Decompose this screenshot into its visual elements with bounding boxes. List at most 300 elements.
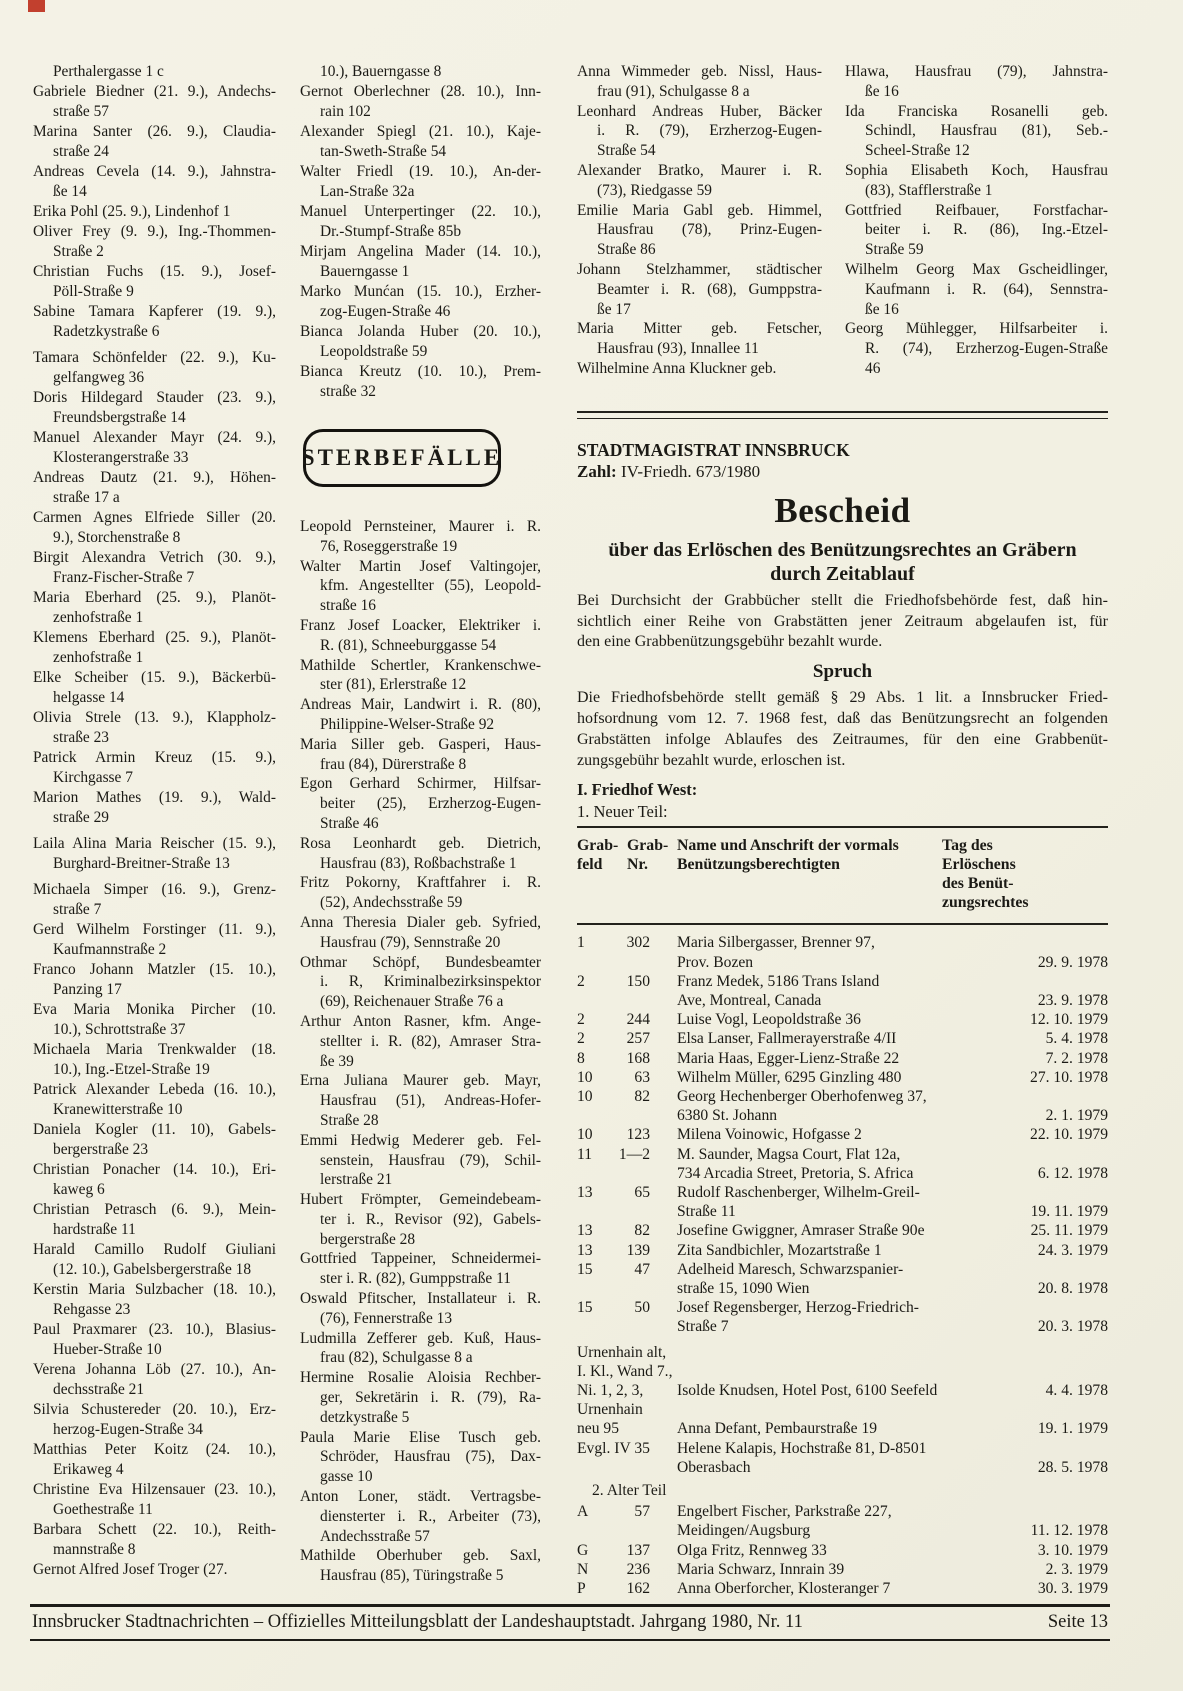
text-line: straße 23	[53, 729, 109, 746]
table-row	[577, 1068, 1108, 1087]
cell-grabfeld	[577, 1183, 677, 1202]
cell-grabfeld	[577, 1541, 677, 1560]
grabnr-value: 302	[626, 934, 650, 952]
grabfeld-value: 10	[577, 1087, 593, 1105]
text-line: Paula Marie Elise Tusch geb.	[300, 1428, 541, 1446]
text-line: 734 Arcadia Street, Pretoria, S. Africa	[677, 1164, 914, 1182]
announcement-entry	[33, 548, 276, 588]
announcement-entry	[33, 834, 276, 874]
announcement-entry	[33, 1160, 276, 1200]
cell-grabfeld	[577, 1298, 677, 1317]
grabnr-value: 257	[626, 1030, 650, 1048]
announcement-entry	[300, 735, 541, 775]
text-line: Patrick Armin Kreuz (15. 9.),	[33, 749, 276, 766]
text-line: 46	[865, 359, 881, 377]
cell-name-anschrift	[677, 1439, 1003, 1477]
text-line: Maria Schwarz, Innrain 39	[677, 1560, 845, 1578]
text-line: ße 39	[320, 1052, 354, 1070]
text-line: Walter Martin Josef Valtingojer,	[300, 557, 541, 575]
text-line: Andreas Cevela (14. 9.), Jahnstra-	[33, 163, 276, 180]
text-line: Hausfrau (79), Sennstraße 20	[320, 933, 501, 951]
text-line: Christian Ponacher (14. 10.), Eri-	[33, 1161, 276, 1178]
cell-erloeschen-datum: 23. 9. 1978	[1037, 991, 1108, 1009]
announcement-entry	[300, 1131, 541, 1190]
cell-name-anschrift	[677, 1125, 1003, 1144]
cell-grabfeld	[577, 1343, 677, 1401]
announcement-entry	[33, 1080, 276, 1120]
announcement-entry	[300, 656, 541, 696]
text-line: Kranewitterstraße 10	[53, 1101, 183, 1118]
table-row	[577, 1049, 1108, 1068]
text-line: sichtlich einer Reihe von Grabstätten jener Zeitraum abgelaufen ist, für	[577, 612, 1108, 630]
text-line: Fritz Pokorny, Kraftfahrer i. R.	[300, 874, 541, 892]
text-line: Gernot Alfred Josef Troger (27.	[33, 1561, 228, 1578]
text-line: Urnenhain	[577, 1401, 643, 1419]
text-line: Alexander Spiegl (21. 10.), Kaje-	[300, 123, 541, 140]
text-line: Bianca Kreutz (10. 10.), Prem-	[300, 363, 541, 380]
cell-grabfeld	[577, 1087, 677, 1106]
text-line: Tamara Schönfelder (22. 9.), Ku-	[33, 349, 276, 366]
text-line: zenhofstraße 1	[53, 649, 144, 666]
cell-name-anschrift	[677, 1049, 1003, 1068]
announcement-entry	[33, 428, 276, 468]
announcement-entry	[33, 468, 276, 508]
grabnr-value: 244	[626, 1011, 650, 1029]
cell-erloeschen-datum: 11. 12. 1978	[1030, 1522, 1108, 1540]
cell-name-anschrift	[677, 1502, 1003, 1540]
text-line: Paul Praxmarer (23. 10.), Blasius-	[33, 1321, 276, 1338]
text-line: Ni. 1, 2, 3,	[577, 1382, 644, 1399]
text-line: I. Kl., Wand 7.,	[577, 1362, 673, 1380]
text-line: Christine Eva Hilzensauer (23. 10.),	[33, 1481, 276, 1498]
cell-erloeschen-datum: 7. 2. 1978	[1045, 1049, 1108, 1067]
text-line: Erlöschens	[942, 856, 1016, 874]
text-line: Grab-	[577, 837, 619, 855]
grabnr-value: 82	[634, 1087, 650, 1105]
text-line: neu 95	[577, 1420, 620, 1438]
footer-masthead: Innsbrucker Stadtnachrichten – Offizielles Mitteilungsblatt der Landeshauptstadt. Jahrgang 1980, Nr. 11	[32, 1612, 803, 1632]
births-column-2	[300, 62, 541, 402]
text-line: Straße 54	[597, 142, 656, 160]
zahl-label: Zahl:	[577, 461, 617, 481]
text-line: lerstraße 21	[320, 1171, 393, 1189]
text-line: Name und Anschrift der vormals	[677, 837, 899, 855]
text-line: Anna Defant, Pembaurstraße 19	[677, 1420, 878, 1438]
announcement-entry	[577, 359, 822, 379]
announcement-entry	[300, 1428, 541, 1487]
announcement-entry	[577, 102, 822, 161]
text-line: Radetzkystraße 6	[53, 323, 160, 340]
text-line: (69), Reichenauer Straße 76 a	[320, 993, 504, 1011]
cell-name-anschrift	[677, 1221, 1003, 1240]
announcement-entry	[577, 62, 822, 102]
text-line: Emmi Hedwig Mederer geb. Fel-	[300, 1131, 541, 1149]
text-line: gasse 10	[320, 1468, 373, 1486]
grabnr-value: 1—2	[618, 1145, 650, 1163]
text-line: Josef Regensberger, Herzog-Friedrich-	[677, 1299, 919, 1317]
text-line: Franz Medek, 5186 Trans Island	[677, 972, 880, 990]
text-line: Urnenhain alt,	[577, 1343, 667, 1361]
table-row	[577, 1439, 1108, 1477]
announcement-entry	[300, 616, 541, 656]
text-line: hofsordnung vom 12. 7. 1968 fest, daß das Benützungsrecht an folgenden	[577, 709, 1108, 727]
text-line: Olivia Strele (13. 9.), Klappholz-	[33, 709, 276, 726]
text-line: Meidingen/Augsburg	[677, 1522, 811, 1540]
text-line: Michaela Simper (16. 9.), Grenz-	[33, 881, 276, 898]
cell-erloeschen-datum: 4. 4. 1978	[1045, 1382, 1108, 1399]
text-line: Straße 86	[597, 241, 656, 259]
cell-erloeschen-datum: 22. 10. 1979	[1030, 1126, 1108, 1144]
grabnr-value: 150	[626, 972, 650, 990]
bescheid-subtitle-2: durch Zeitablauf	[770, 562, 915, 585]
announcement-entry	[300, 1190, 541, 1249]
text-line: Bianca Jolanda Huber (20. 10.),	[300, 323, 541, 340]
cell-erloeschen-datum: 20. 3. 1978	[1037, 1318, 1108, 1336]
cell-erloeschen-datum: 24. 3. 1979	[1037, 1241, 1108, 1259]
text-line: Goethestraße 11	[53, 1501, 153, 1518]
cell-grabfeld	[577, 1068, 677, 1087]
announcement-entry	[33, 1120, 276, 1160]
text-line: Maria Eberhard (25. 9.), Planöt-	[33, 589, 276, 606]
announcement-entry	[300, 1546, 541, 1586]
text-line: Hausfrau (51), Andreas-Hofer-	[320, 1092, 541, 1110]
announcement-entry	[845, 62, 1108, 102]
announcement-entry	[300, 122, 541, 162]
text-line: straße 57	[53, 103, 109, 120]
text-line: helgasse 14	[53, 689, 125, 706]
announcement-entry	[33, 1440, 276, 1480]
grabnr-value: 82	[634, 1222, 650, 1240]
text-line: Maria Mitter geb. Fetscher,	[577, 320, 822, 338]
announcement-entry	[300, 362, 541, 402]
text-line: (73), Riedgasse 59	[597, 181, 712, 199]
text-line: Georg Hechenberger Oberhofenweg 37,	[677, 1087, 927, 1105]
text-line: Elke Scheiber (15. 9.), Bäckerbü-	[33, 669, 276, 686]
text-line: ger, Sekretärin i. R. (79), Ra-	[320, 1389, 541, 1407]
text-line: Maria Haas, Egger-Lienz-Straße 22	[677, 1049, 900, 1067]
text-line: straße 7	[53, 901, 102, 918]
text-line: Matthias Peter Koitz (24. 10.),	[33, 1441, 276, 1458]
text-line: mannstraße 8	[53, 1541, 136, 1558]
announcement-entry	[300, 774, 541, 833]
text-line: Ave, Montreal, Canada	[677, 991, 822, 1009]
text-line: Anna Theresia Dialer geb. Syfried,	[300, 913, 541, 931]
cell-erloeschen-datum: 3. 10. 1979	[1037, 1541, 1108, 1559]
announcement-entry	[845, 201, 1108, 260]
text-line: Doris Hildegard Stauder (23. 9.),	[33, 389, 276, 406]
column-2	[300, 62, 541, 1586]
text-line: Bei Durchsicht der Grabbücher stellt die Friedhofsbehörde fest, daß hin-	[577, 591, 1108, 609]
text-line: Lan-Straße 32a	[320, 183, 415, 200]
announcement-entry	[300, 1329, 541, 1369]
cell-erloeschen-datum: 28. 5. 1978	[1037, 1458, 1108, 1476]
text-line: den eine Grabbenützungsgebühr bezahlt wurde.	[577, 633, 883, 651]
grabnr-value: 50	[634, 1299, 650, 1317]
cell-grabfeld	[577, 1010, 677, 1029]
cell-erloeschen-datum: 19. 1. 1979	[1037, 1420, 1108, 1438]
cell-erloeschen-datum: 25. 11. 1979	[1030, 1222, 1108, 1240]
text-line: Mathilde Schertler, Krankenschwe-	[300, 656, 541, 674]
text-line: Nr.	[627, 856, 648, 874]
table-row	[577, 1145, 1108, 1183]
text-line: Michaela Maria Trenkwalder (18.	[33, 1041, 276, 1058]
cell-grabfeld	[577, 1502, 677, 1521]
cell-grabfeld	[577, 1221, 677, 1240]
text-line: M. Saunder, Magsa Court, Flat 12a,	[677, 1145, 901, 1163]
cell-erloeschen-datum: 20. 8. 1978	[1037, 1279, 1108, 1297]
grabfeld-value: 11	[577, 1145, 593, 1163]
cell-grabfeld	[577, 1560, 677, 1579]
text-line: Maria Silbergasser, Brenner 97,	[677, 934, 875, 952]
table-row	[577, 1260, 1108, 1298]
text-line: Ludmilla Zefferer geb. Kuß, Haus-	[300, 1329, 541, 1347]
text-line: Adelheid Maresch, Schwarzspanier-	[677, 1260, 904, 1278]
text-line: Gottfried Tappeiner, Schneidermei-	[300, 1250, 541, 1268]
text-line: zungsgebühr bezahlt wurde, erloschen ist.	[577, 751, 846, 769]
announcement-entry	[577, 260, 822, 319]
announcement-entry	[300, 913, 541, 953]
text-line: Anna Wimmeder geb. Nissl, Haus-	[577, 63, 822, 80]
text-line: Klosterangerstraße 33	[53, 449, 189, 466]
text-line: Oliver Frey (9. 9.), Ing.-Thommen-	[33, 223, 276, 240]
grabfeld-value: A	[577, 1503, 589, 1521]
text-line: Leonhard Andreas Huber, Bäcker	[577, 102, 822, 120]
grabnr-value: 162	[626, 1580, 650, 1598]
text-line: Gottfried Reifbauer, Forstfachar-	[845, 201, 1108, 219]
text-line: (83), Stafflerstraße 1	[865, 181, 993, 199]
table-row	[577, 933, 1108, 971]
announcement-entry	[577, 201, 822, 260]
bescheid-subtitle-1: über das Erlöschen des Benützungsrechtes an Gräbern	[608, 538, 1077, 561]
text-line: Manuel Unterpertinger (22. 10.),	[300, 203, 541, 220]
text-line: Christian Fuchs (15. 9.), Josef-	[33, 263, 276, 280]
announcement-entry	[845, 319, 1108, 378]
cell-name-anschrift	[677, 1579, 1003, 1598]
announcement-entry	[33, 1400, 276, 1440]
text-line: 76, Roseggerstraße 19	[320, 537, 458, 555]
announcement-entry	[300, 322, 541, 362]
announcement-entry	[300, 242, 541, 282]
section-friedhof-west: I. Friedhof West:	[577, 780, 698, 800]
text-line: Hausfrau (83), Roßbachstraße 1	[320, 854, 517, 872]
cell-grabfeld	[577, 1049, 677, 1068]
text-line: Andreas Mair, Landwirt i. R. (80),	[300, 696, 541, 714]
announcement-entry	[33, 1200, 276, 1240]
table-row	[577, 972, 1108, 1010]
corner-ink-mark	[28, 0, 45, 12]
announcement-entry	[300, 557, 541, 616]
announcement-entry	[33, 588, 276, 628]
announcement-entry	[33, 1560, 276, 1580]
cell-name-anschrift	[677, 1087, 1003, 1125]
text-line: 10.), Ing.-Etzel-Straße 19	[53, 1061, 210, 1078]
text-line: Hausfrau (93), Innallee 11	[597, 340, 759, 358]
text-line: Milena Voinowic, Hofgasse 2	[677, 1126, 862, 1144]
cell-erloeschen-datum: 12. 10. 1979	[1030, 1011, 1108, 1029]
announcement-entry	[33, 960, 276, 1000]
grabnr-value: 57	[634, 1503, 650, 1521]
announcement-entry	[300, 1071, 541, 1130]
cell-erloeschen-datum: 27. 10. 1978	[1030, 1068, 1108, 1086]
reference-number	[577, 461, 1108, 482]
text-line: straße 32	[320, 383, 376, 400]
announcement-entry	[300, 695, 541, 735]
text-line: zungsrechtes	[942, 894, 1029, 912]
text-line: Anna Oberforcher, Klosteranger 7	[677, 1580, 891, 1598]
cell-name-anschrift	[677, 1145, 1003, 1183]
grabfeld-value: 2	[577, 1030, 585, 1048]
bescheid-intro	[577, 591, 1108, 653]
text-line: R. (81), Schneeburggasse 54	[320, 636, 497, 654]
announcement-entry	[300, 953, 541, 1012]
table-row	[577, 1400, 1108, 1438]
grabfeld-value: 13	[577, 1241, 593, 1259]
announcement-entry	[33, 628, 276, 668]
announcement-entry	[33, 1480, 276, 1520]
text-line: ße 16	[865, 82, 899, 100]
text-line: Carmen Agnes Elfriede Siller (20.	[33, 509, 276, 526]
grabnr-value: 123	[626, 1126, 650, 1144]
header-grabfeld	[577, 836, 627, 912]
text-line: Alexander Bratko, Maurer i. R.	[577, 161, 822, 179]
text-line: beiter (25), Erzherzog-Eugen-	[320, 795, 541, 813]
cell-name-anschrift	[677, 933, 1003, 971]
table-row	[577, 1502, 1108, 1540]
text-line: Luise Vogl, Leopoldstraße 36	[677, 1011, 861, 1029]
cell-name-anschrift	[677, 1029, 1003, 1048]
announcement-entry	[33, 788, 276, 828]
text-line: Arthur Anton Rasner, kfm. Ange-	[300, 1012, 541, 1030]
grabnr-value: 137	[626, 1541, 650, 1559]
text-line: straße 15, 1090 Wien	[677, 1279, 810, 1297]
text-line: Helene Kalapis, Hochstraße 81, D-8501	[677, 1439, 927, 1457]
header-name-anschrift	[677, 836, 942, 912]
announcement-entry	[33, 880, 276, 920]
announcement-entry	[300, 82, 541, 122]
page-footer	[30, 1604, 1110, 1641]
double-rule	[577, 411, 1108, 419]
text-line: Gerd Wilhelm Forstinger (11. 9.),	[33, 921, 276, 938]
grabnr-value: 168	[626, 1049, 650, 1067]
text-line: Hubert Frömpter, Gemeindebeam-	[300, 1191, 541, 1209]
table-row	[577, 1560, 1108, 1579]
cell-name-anschrift	[677, 1068, 1003, 1087]
text-line: Andreas Dautz (21. 9.), Höhen-	[33, 469, 276, 486]
text-line: Hausfrau (78), Prinz-Eugen-	[597, 221, 822, 239]
grabfeld-value: 8	[577, 1049, 585, 1067]
text-line: 10.), Schrottstraße 37	[53, 1021, 186, 1038]
text-line: rain 102	[320, 103, 371, 120]
text-line: Leopold Pernsteiner, Maurer i. R.	[300, 518, 541, 535]
text-line: zenhofstraße 1	[53, 609, 144, 626]
text-line: Laila Alina Maria Reischer (15. 9.),	[33, 835, 276, 852]
announcement-entry	[33, 122, 276, 162]
text-line: tan-Sweth-Straße 54	[320, 143, 447, 160]
announcement-entry	[33, 202, 276, 222]
table-row	[577, 1221, 1108, 1240]
table-row	[577, 1541, 1108, 1560]
text-line: (52), Andechsstraße 59	[320, 894, 463, 912]
text-line: dechsstraße 21	[53, 1381, 145, 1398]
announcement-entry	[33, 388, 276, 428]
text-line: Elsa Lanser, Fallmerayerstraße 4/II	[677, 1030, 897, 1048]
right-half	[577, 62, 1108, 1598]
text-line: des Benüt-	[942, 875, 1014, 893]
text-line: 6380 St. Johann	[677, 1107, 778, 1125]
text-line: Schröder, Hausfrau (75), Dax-	[320, 1448, 541, 1466]
text-line: Olga Fritz, Rennweg 33	[677, 1541, 827, 1559]
text-line: Barbara Schett (22. 10.), Reith-	[33, 1521, 276, 1538]
text-line: Franz Josef Loacker, Elektriker i.	[300, 616, 541, 634]
cell-name-anschrift	[677, 972, 1003, 1010]
announcement-entry	[33, 162, 276, 202]
text-line: R. (74), Erzherzog-Eugen-Straße	[865, 340, 1108, 358]
cell-name-anschrift	[677, 1241, 1003, 1260]
text-line: Manuel Alexander Mayr (24. 9.),	[33, 429, 276, 446]
text-line: Scheel-Straße 12	[865, 142, 970, 160]
grabfeld-value: 10	[577, 1126, 593, 1144]
cell-erloeschen-datum: 6. 12. 1978	[1037, 1164, 1108, 1182]
text-line: Rehgasse 23	[53, 1301, 131, 1318]
cell-name-anschrift	[677, 1541, 1003, 1560]
text-line: Oberasbach	[677, 1458, 751, 1476]
text-line: Prov. Bozen	[677, 953, 754, 971]
text-line: Christian Petrasch (6. 9.), Mein-	[33, 1201, 276, 1218]
page-number: Seite 13	[1047, 1612, 1108, 1632]
text-line: ter i. R., Revisor (92), Gabels-	[320, 1210, 541, 1228]
cell-grabfeld	[577, 1241, 677, 1260]
announcement-entry	[300, 62, 541, 82]
text-line: Freundsbergstraße 14	[53, 409, 186, 426]
text-line: Leopoldstraße 59	[320, 343, 428, 360]
announcement-entry	[577, 319, 822, 359]
cell-erloeschen-datum: 30. 3. 1979	[1037, 1580, 1108, 1598]
text-line: kfm. Angestellter (55), Leopold-	[320, 577, 541, 595]
text-line: Anton Loner, städt. Vertragsbe-	[300, 1488, 541, 1506]
text-line: Grab-	[627, 837, 669, 855]
grabfeld-value: 15	[577, 1299, 593, 1317]
text-line: straße 24	[53, 143, 109, 160]
text-line: Hermine Rosalie Aloisia Rechber-	[300, 1369, 541, 1387]
text-line: Wilhelm Müller, 6295 Ginzling 480	[677, 1068, 902, 1086]
cell-erloeschen-datum: 5. 4. 1978	[1045, 1030, 1108, 1048]
grabfeld-value: P	[577, 1580, 586, 1598]
text-line: Tag des	[942, 837, 993, 855]
text-line: Mathilde Oberhuber geb. Saxl,	[300, 1547, 541, 1565]
text-line: Burghard-Breitner-Straße 13	[53, 855, 230, 872]
announcement-entry	[33, 348, 276, 388]
announcement-entry	[577, 161, 822, 201]
text-line: (12. 10.), Gabelsbergerstraße 18	[53, 1261, 252, 1278]
header-grabnr	[627, 836, 677, 912]
text-line: Marion Mathes (19. 9.), Wald-	[33, 789, 276, 806]
table-section-heading: 2. Alter Teil	[592, 1482, 667, 1500]
text-line: Engelbert Fischer, Parkstraße 227,	[677, 1503, 892, 1521]
text-line: Kaufmann i. R. (64), Sennstra-	[865, 280, 1108, 298]
deaths-column-2	[300, 517, 541, 1586]
announcement-entry	[33, 1280, 276, 1320]
issuer-title: STADTMAGISTRAT INNSBRUCK	[577, 439, 850, 460]
text-line: ster (81), Erlerstraße 12	[320, 676, 467, 694]
text-line: Zita Sandbichler, Mozartstraße 1	[677, 1241, 882, 1259]
announcement-entry	[300, 202, 541, 242]
table-row	[577, 1010, 1108, 1029]
text-line: 9.), Storchenstraße 8	[53, 529, 181, 546]
bescheid-title: Bescheid	[774, 490, 911, 530]
announcement-entry	[300, 1289, 541, 1329]
cell-grabfeld	[577, 933, 677, 952]
sterbefaelle-heading: STERBEFÄLLE	[301, 445, 503, 470]
